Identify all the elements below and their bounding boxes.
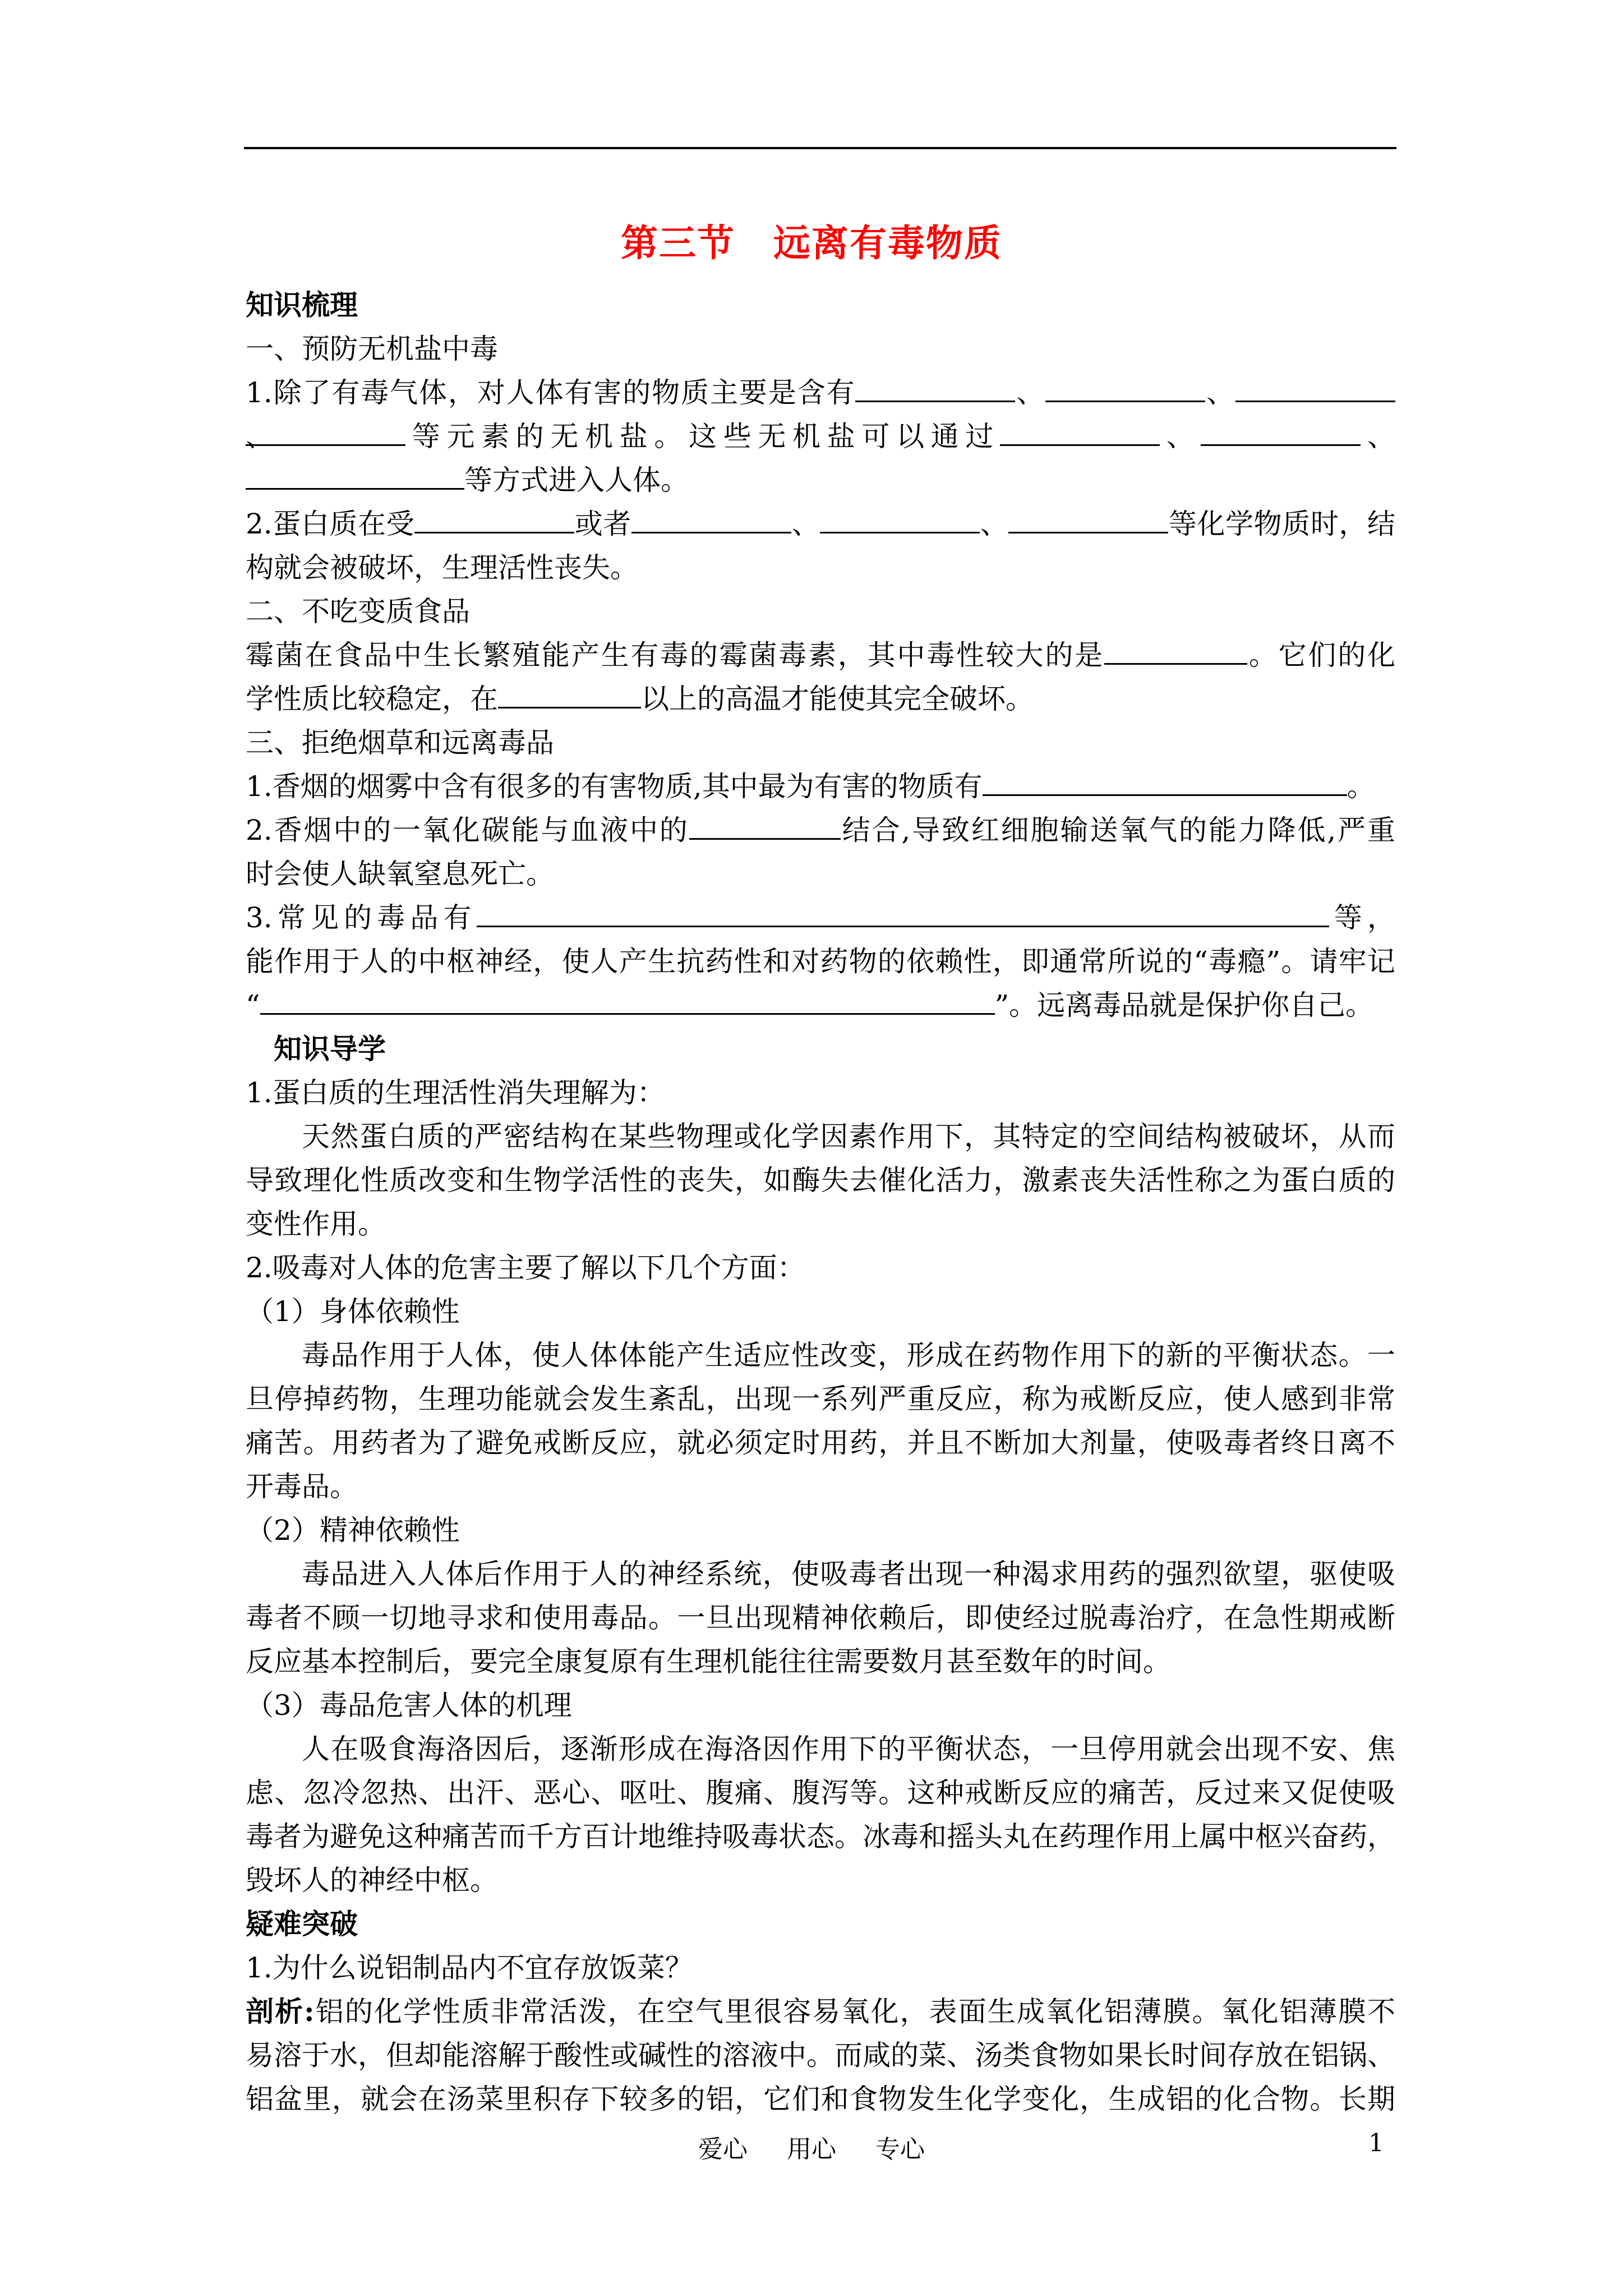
fill-blank[interactable] <box>260 988 995 1015</box>
drugs-question-line-1: 3.常见的毒品有 等， <box>246 901 1395 934</box>
subsection-mental-dependence: （2）精神依赖性 <box>246 1514 460 1547</box>
subheading-inorganic-salt: 一、预防无机盐中毒 <box>246 333 498 365</box>
section-heading-knowledge-review: 知识梳理 <box>246 288 358 321</box>
mold-line-2: 学性质比较稳定，在 以上的高温才能使其完全破坏。 <box>246 683 1034 715</box>
fill-blank[interactable] <box>983 770 1347 796</box>
footer-text-3: 专心 <box>875 2135 925 2164</box>
fill-blank[interactable] <box>477 901 1329 927</box>
document-body <box>246 283 1395 2121</box>
subheading-spoiled-food: 二、不吃变质食品 <box>246 595 470 628</box>
tobacco-question-2-line-2: 时会使人缺氧窒息死亡。 <box>246 858 554 890</box>
footer-text-2: 用心 <box>787 2135 836 2164</box>
subsection-physical-dependence: （1）身体依赖性 <box>246 1295 460 1328</box>
harm-mechanism-line-1: 人在吸食海洛因后，逐渐形成在海洛因作用下的平衡状态，一旦停用就会出现不安、焦 <box>302 1733 1395 1765</box>
analysis-line-1: 剖析:铝的化学性质非常活泼，在空气里很容易氧化，表面生成氧化铝薄膜。氧化铝薄膜不 <box>246 1995 1395 2028</box>
protein-denaturation-title: 1.蛋白质的生理活性消失理解为： <box>246 1076 665 1109</box>
fill-blank[interactable] <box>246 463 464 490</box>
fill-blank[interactable] <box>498 682 641 708</box>
fill-blank[interactable] <box>1008 507 1168 533</box>
physical-dependence-line-1: 毒品作用于人体，使人体体能产生适应性改变，形成在药物作用下的新的平衡状态。一 <box>302 1339 1395 1372</box>
section-heading-guided-study: 知识导学 <box>274 1032 386 1065</box>
fill-blank[interactable] <box>631 507 791 533</box>
mental-dependence-line-2: 毒者不顾一切地寻求和使用毒品。一旦出现精神依赖后，即使经过脱毒治疗，在急性期戒断 <box>246 1602 1395 1634</box>
harm-mechanism-line-2: 虑、忽冷忽热、出汗、恶心、呕吐、腹痛、腹泻等。这种戒断反应的痛苦，反过来又促使吸 <box>246 1777 1395 1809</box>
tobacco-question-2-line-1: 2.香烟中的一氧化碳能与血液中的 结合,导致红细胞输送氧气的能力降低,严重 <box>246 814 1395 846</box>
physical-dependence-line-3: 痛苦。用药者为了避免戒断反应，就必须定时用药，并且不断加大剂量，使吸毒者终日离不 <box>246 1427 1395 1459</box>
protein-paragraph-line-3: 变性作用。 <box>246 1208 386 1240</box>
harm-mechanism-line-4: 毁坏人的神经中枢。 <box>246 1864 498 1897</box>
analysis-label: 剖析: <box>246 1995 315 2028</box>
subheading-tobacco-drugs: 三、拒绝烟草和远离毒品 <box>246 726 554 759</box>
fill-blank[interactable] <box>246 420 405 446</box>
question-2-line-1: 2.蛋白质在受 或者 、 、 等化学物质时，结 <box>246 508 1396 540</box>
physical-dependence-line-4: 开毒品。 <box>246 1470 358 1503</box>
question-1-line-1: 1.除了有毒气体，对人体有害的物质主要是含有 、 、、 <box>246 371 1395 415</box>
header-rule <box>244 147 1396 149</box>
question-1-line-3: 等方式进入人体。 <box>246 458 1395 502</box>
fill-blank[interactable] <box>1201 420 1361 446</box>
protein-paragraph-line-1: 天然蛋白质的严密结构在某些物理或化学因素作用下，其特定的空间结构被破坏，从而 <box>302 1120 1395 1153</box>
fill-blank[interactable] <box>689 813 841 840</box>
footer-text-1: 爱心 <box>698 2135 748 2164</box>
drug-harm-title: 2.吸毒对人体的危害主要了解以下几个方面： <box>246 1251 805 1284</box>
mold-line-1: 霉菌在食品中生长繁殖能产生有毒的霉菌毒素，其中毒性较大的是 。它们的化 <box>246 639 1396 671</box>
fill-blank[interactable] <box>1235 376 1395 402</box>
page-number: 1 <box>1368 2129 1384 2157</box>
fill-blank[interactable] <box>1000 420 1160 446</box>
analysis-line-3: 铝盆里，就会在汤菜里积存下较多的铝，它们和食物发生化学变化，生成铝的化合物。长期 <box>246 2083 1395 2115</box>
physical-dependence-line-2: 旦停掉药物，生理功能就会发生紊乱，出现一系列严重反应，称为戒断反应，使人感到非常 <box>246 1383 1395 1415</box>
mental-dependence-line-1: 毒品进入人体后作用于人的神经系统，使吸毒者出现一种渴求用药的强烈欲望，驱使吸 <box>302 1558 1395 1590</box>
analysis-line-2: 易溶于水，但却能溶解于酸性或碱性的溶液中。而咸的菜、汤类食物如果长时间存放在铝锅、 <box>246 2039 1395 2072</box>
question-2-line-2: 构就会被破坏，生理活性丧失。 <box>246 551 638 584</box>
question-1-line-2: 等元素的无机盐。这些无机盐可以通过 、 、 <box>246 415 1395 458</box>
fill-blank[interactable] <box>414 507 574 533</box>
protein-paragraph-line-2: 导致理化性质改变和生物学活性的丧失，如酶失去催化活力，激素丧失活性称之为蛋白质的 <box>246 1164 1395 1197</box>
fill-blank[interactable] <box>1104 638 1247 665</box>
page-title: 第三节 远离有毒物质 <box>621 221 1002 265</box>
drugs-question-line-2: 能作用于人的中枢神经，使人产生抗药性和对药物的依赖性，即通常所说的“毒瘾”。请牢记 <box>246 945 1395 978</box>
section-heading-difficulties: 疑难突破 <box>246 1907 358 1940</box>
fill-blank[interactable] <box>855 376 1015 402</box>
harm-mechanism-line-3: 毒者为避免这种痛苦而千方百计地维持吸毒状态。冰毒和摇头丸在药理作用上属中枢兴奋药， <box>246 1820 1395 1853</box>
subsection-harm-mechanism: （3）毒品危害人体的机理 <box>246 1689 572 1722</box>
fill-blank[interactable] <box>1045 376 1205 402</box>
difficulty-question-1: 1.为什么说铝制品内不宜存放饭菜？ <box>246 1952 693 1984</box>
mental-dependence-line-3: 反应基本控制后，要完全康复原有生理机能往往需要数月甚至数年的时间。 <box>246 1645 1171 1678</box>
drugs-question-line-3: “ ”。远离毒品就是保护你自己。 <box>246 989 1374 1022</box>
tobacco-question-1: 1.香烟的烟雾中含有很多的有害物质,其中最为有害的物质有 。 <box>246 770 1375 803</box>
fill-blank[interactable] <box>820 507 980 533</box>
